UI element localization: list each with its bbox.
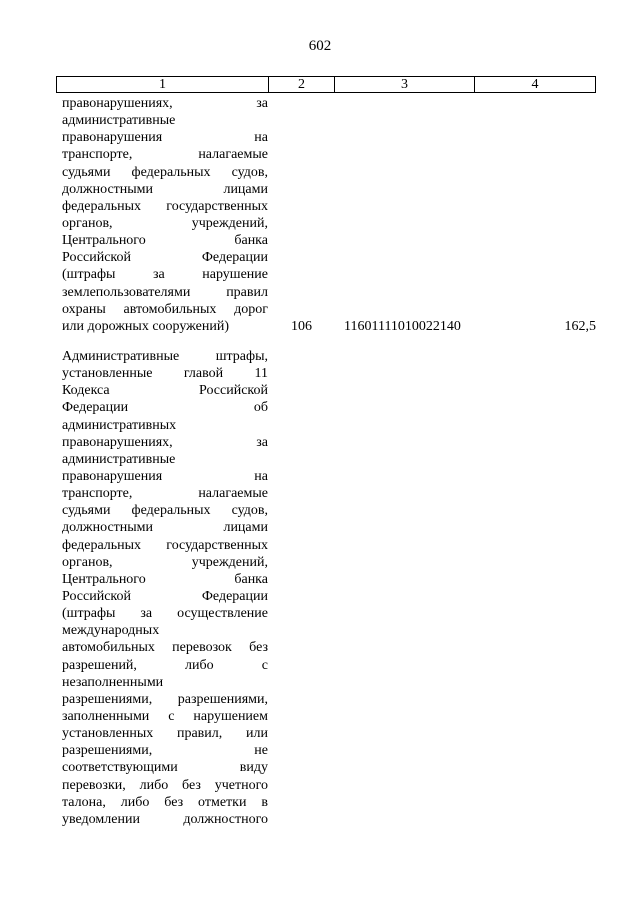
text-line: должностными лицами [62, 181, 268, 197]
text-line: транспорте, налагаемые [62, 486, 268, 502]
text-line: должностными лицами [62, 520, 268, 536]
text-line: разрешениями, разрешениями, [62, 691, 268, 707]
text-line: установленные главой 11 [62, 366, 268, 382]
header-col-1: 1 [57, 77, 269, 92]
text-line: международных [62, 623, 160, 639]
text-line: органов, учреждений, [62, 215, 268, 231]
text-line: Федерации об [62, 400, 268, 416]
text-line: органов, учреждений, [62, 554, 268, 570]
text-line: правонарушения на [62, 130, 268, 146]
text-line: Кодекса Российской [62, 383, 268, 399]
text-line: землепользователями правил [62, 284, 268, 300]
text-line: судьями федеральных судов, [62, 503, 268, 519]
text-line: Центрального банка [62, 571, 268, 587]
text-line: соответствующими виду [62, 760, 268, 776]
text-line: Административные штрафы, [62, 349, 268, 364]
text-line: уведомлении должностного [62, 811, 268, 827]
text-line: Российской Федерации [62, 588, 268, 604]
text-line: Центрального банка [62, 233, 268, 249]
text-line: заполненными с нарушением [62, 708, 268, 724]
text-line: разрешений, либо с [62, 657, 268, 673]
table-header [56, 76, 596, 93]
text-line: автомобильных перевозок без [62, 640, 268, 656]
text-line: правонарушениях, за [62, 96, 268, 111]
text-line: или дорожных сооружений) [62, 318, 230, 334]
text-line: транспорте, налагаемые [62, 147, 268, 163]
text-line: установленных правил, или [62, 726, 268, 742]
text-line: охраны автомобильных дорог [62, 301, 268, 317]
header-col-2: 2 [269, 77, 335, 92]
text-line: перевозки, либо без учетного [62, 777, 268, 793]
text-line: федеральных государственных [62, 537, 268, 553]
row-col-2: 106 [291, 319, 312, 334]
header-col-4: 4 [531, 77, 539, 92]
page-number: 602 [308, 38, 332, 54]
row-description [62, 95, 268, 335]
text-line: административных [62, 417, 177, 433]
text-line: правонарушениях, за [62, 434, 268, 450]
text-line: правонарушения на [62, 468, 268, 484]
text-line: незаполненными [62, 674, 164, 690]
header-col-3: 3 [335, 77, 475, 92]
text-line: талона, либо без отметки в [62, 794, 268, 810]
text-line: федеральных государственных [62, 198, 268, 214]
text-line: Российской Федерации [62, 250, 268, 266]
text-line: разрешениями, не [62, 743, 268, 759]
text-line: административные [62, 451, 176, 467]
text-line: (штрафы за нарушение [62, 267, 268, 283]
text-line: административные [62, 113, 176, 129]
row-description [62, 348, 268, 828]
row-col-3: 11601111010022140 [344, 319, 461, 334]
text-line: судьями федеральных судов, [62, 164, 268, 180]
row-col-4: 162,5 [564, 319, 596, 334]
text-line: (штрафы за осуществление [62, 606, 268, 622]
